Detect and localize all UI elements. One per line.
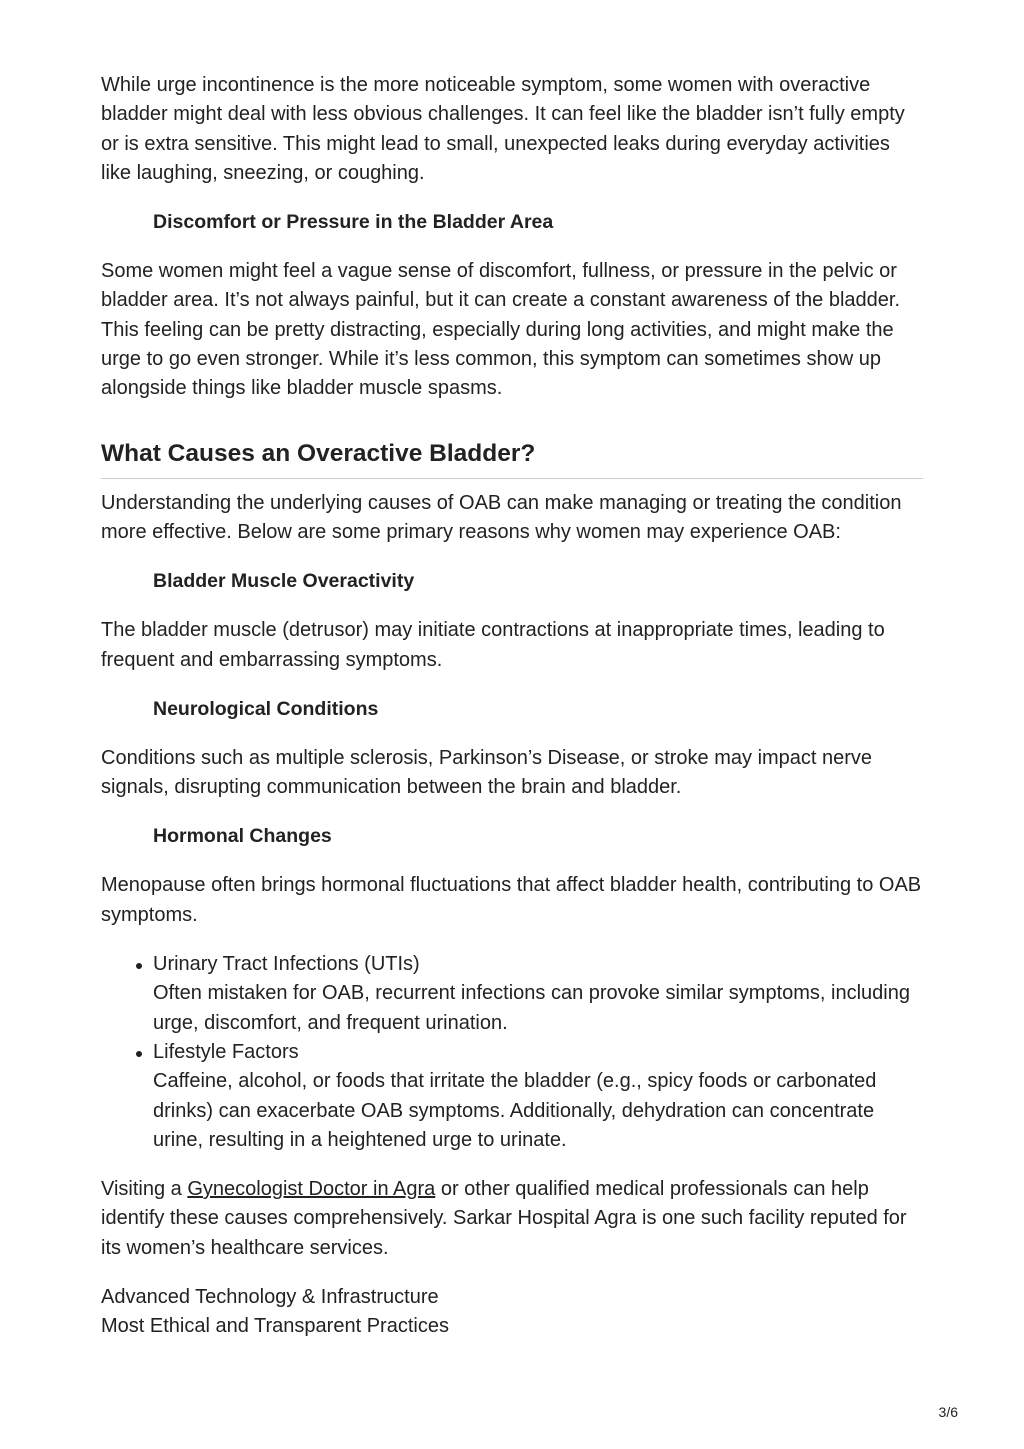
discomfort-paragraph: Some women might feel a vague sense of discomfort, fullness, or pressure in the pelvic or bladder area. It’s not always painful, but it can create a constant awareness of the bladder. This feeling can be pretty distracting, especially during long activities, and might make the urge to go even stronger. While it’s less common, this symptom can sometimes show up alongside things like bladder muscle spasms. [101,260,901,400]
features-block [101,1283,923,1342]
gynecologist-link[interactable]: Gynecologist Doctor in Agra [187,1178,436,1201]
hormonal-heading: Hormonal Changes [153,825,332,848]
list-item [153,950,923,1038]
causes-intro: Understanding the underlying causes of OAB can make managing or treating the condition more effective. Below are some primary reasons why women may experience OAB: [101,491,902,543]
document-page [101,71,923,1342]
visiting-suffix: or other qualified medical professionals can help identify these causes comprehensively. Sarkar Hospital Agra is one such facility reputed for its women’s healthcare services. [101,1178,907,1259]
visiting-paragraph [101,1175,923,1263]
neurological-heading: Neurological Conditions [153,697,379,720]
hormonal-paragraph: Menopause often brings hormonal fluctuations that affect bladder health, contributing to OAB symptoms. [101,874,922,926]
list-item [153,1038,923,1155]
list-item-title: Lifestyle Factors [153,1040,299,1063]
neurological-paragraph: Conditions such as multiple sclerosis, Parkinson’s Disease, or stroke may impact nerve signals, disrupting communication between the brain and bladder. [101,746,873,799]
causes-list [101,950,923,1155]
causes-heading: What Causes an Overactive Bladder? [101,438,923,479]
feature-line: Advanced Technology & Infrastructure [101,1286,439,1309]
visiting-prefix: Visiting a [101,1178,188,1201]
list-item-body: Often mistaken for OAB, recurrent infections can provoke similar symptoms, including urge, discomfort, and frequent urination. [153,982,910,1034]
list-item-title: Urinary Tract Infections (UTIs) [153,953,420,976]
muscle-overactivity-paragraph: The bladder muscle (detrusor) may initiate contractions at inappropriate times, leading to frequent and embarrassing symptoms. [101,619,885,671]
muscle-overactivity-heading: Bladder Muscle Overactivity [153,570,415,593]
feature-line: Most Ethical and Transparent Practices [101,1315,449,1338]
intro-paragraph: While urge incontinence is the more noticeable symptom, some women with overactive bladder might deal with less obvious challenges. It can feel like the bladder isn’t fully empty or is extra sensitive. This might lead to small, unexpected leaks during everyday activities like laughing, sneezing, or coughing. [101,74,905,184]
list-item-body: Caffeine, alcohol, or foods that irritate the bladder (e.g., spicy foods or carbonated drinks) can exacerbate OAB symptoms. Additionally, dehydration can concentrate urine, resulting in a heightened urge to urinate. [153,1070,877,1151]
page-number: 3/6 [938,1404,958,1420]
discomfort-heading: Discomfort or Pressure in the Bladder Area [153,211,554,234]
